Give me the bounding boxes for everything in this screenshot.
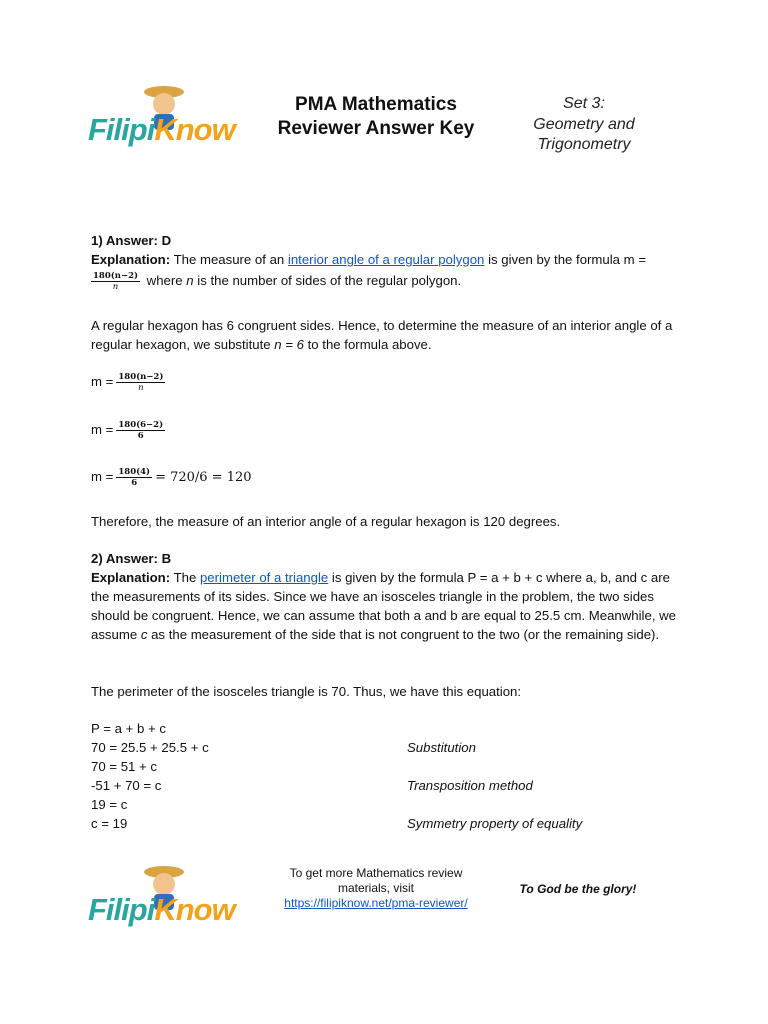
q1-para-post: to the formula above. (303, 337, 432, 352)
q2-link[interactable]: perimeter of a triangle (199, 570, 329, 585)
q2-expl-post: as the measurement of the side that is not congruent to the two (or the remaining side). (147, 627, 660, 642)
q1-paragraph (91, 316, 679, 354)
q2-perimeter-line: The perimeter of the isosceles triangle is 70. Thus, we have this equation: (91, 684, 522, 699)
footer-logo (84, 862, 260, 942)
q1-para-pre: A regular hexagon has 6 congruent sides. Hence, to determine the measure of an interior angle of a regular hexagon, we substitute (91, 318, 673, 352)
frac-numerator: 180(6−2) (118, 420, 164, 431)
q1-expl-pre: The measure of an (170, 252, 288, 267)
q1-eq3 (91, 467, 679, 488)
frac-denominator: 6 (131, 478, 138, 489)
q2-explanation (91, 568, 679, 644)
footer-text (276, 866, 476, 911)
q1-conclusion: Therefore, the measure of an interior angle of a regular hexagon is 120 degrees. (91, 514, 561, 529)
set-label (510, 94, 658, 156)
eq3-result: = 720/6 = 120 (155, 470, 252, 485)
frac-numerator: 180(4) (118, 467, 151, 478)
q2-expl-c: c (140, 627, 148, 642)
q1-answer: 1) Answer: D (91, 233, 172, 248)
q2-expl-pre: The (170, 570, 200, 585)
step-row (91, 776, 691, 795)
q1-eq2 (91, 420, 679, 441)
q1-explanation (91, 250, 679, 269)
q2-answer: 2) Answer: B (91, 551, 172, 566)
q1-where-post: is the number of sides of the regular polygon. (193, 273, 462, 288)
frac-numerator: 180(n−2) (118, 372, 164, 383)
step-note: Transposition method (407, 778, 533, 793)
step-row (91, 795, 691, 814)
q1-formula-frac (91, 271, 140, 292)
frac-denominator: n (112, 282, 119, 293)
q1-para-sub: n = 6 (274, 337, 304, 352)
step-equation: 70 = 51 + c (91, 759, 157, 774)
logo-text-part2: Know (154, 112, 235, 147)
step-row (91, 738, 691, 757)
step-equation: 70 = 25.5 + 25.5 + c (91, 740, 209, 755)
step-equation: -51 + 70 = c (91, 778, 162, 793)
step-equation: P = a + b + c (91, 721, 166, 736)
filipiknow-logo (84, 82, 260, 162)
q1-where-pre: where (143, 273, 187, 288)
footer-visit-text: To get more Mathematics review materials, visit (289, 866, 463, 895)
step-note: Substitution (407, 740, 476, 755)
step-row (91, 814, 691, 833)
page-title: PMA Mathematics Reviewer Answer Key (277, 94, 475, 139)
logo-text-part1: Filipi (88, 892, 155, 927)
step-row (91, 757, 691, 776)
step-equation: c = 19 (91, 816, 128, 831)
m-label: m = (91, 422, 114, 437)
logo-text-part1: Filipi (88, 112, 155, 147)
frac-numerator: 180(n−2) (93, 271, 139, 282)
footer-motto: To God be the glory! (519, 882, 637, 896)
frac-denominator: n (138, 383, 144, 394)
q2-expl-mid: is given by the formula P = a + b + c where a, b, and c are the measurements of its sides. Since we have an isosceles triangle in the problem, the two sides should be congruent. Hence, we can assume that both a and b are equal to 25.5 cm. Meanwhile, we assume (91, 570, 677, 642)
q1-expl-post: is given by the formula m = (484, 252, 647, 267)
footer-link[interactable]: https://filipiknow.net/pma-reviewer/ (284, 896, 468, 910)
eq3-frac (116, 467, 152, 488)
q1-formula-line (91, 271, 679, 292)
q1-expl-label: Explanation: (91, 252, 171, 267)
step-row (91, 719, 691, 738)
eq2-frac (116, 420, 165, 441)
frac-denominator: 6 (137, 431, 144, 442)
set-number: Set 3: (563, 95, 605, 112)
q1-where-n: n (186, 273, 194, 288)
step-note: Symmetry property of equality (407, 816, 583, 831)
q1-eq1 (91, 372, 679, 393)
m-label: m = (91, 469, 114, 484)
step-equation: 19 = c (91, 797, 128, 812)
m-label: m = (91, 374, 114, 389)
q2-expl-label: Explanation: (91, 570, 171, 585)
eq1-frac (116, 372, 165, 393)
logo-text-part2: Know (154, 892, 235, 927)
set-topic: Geometry and Trigonometry (533, 115, 635, 153)
q1-link[interactable]: interior angle of a regular polygon (287, 252, 485, 267)
